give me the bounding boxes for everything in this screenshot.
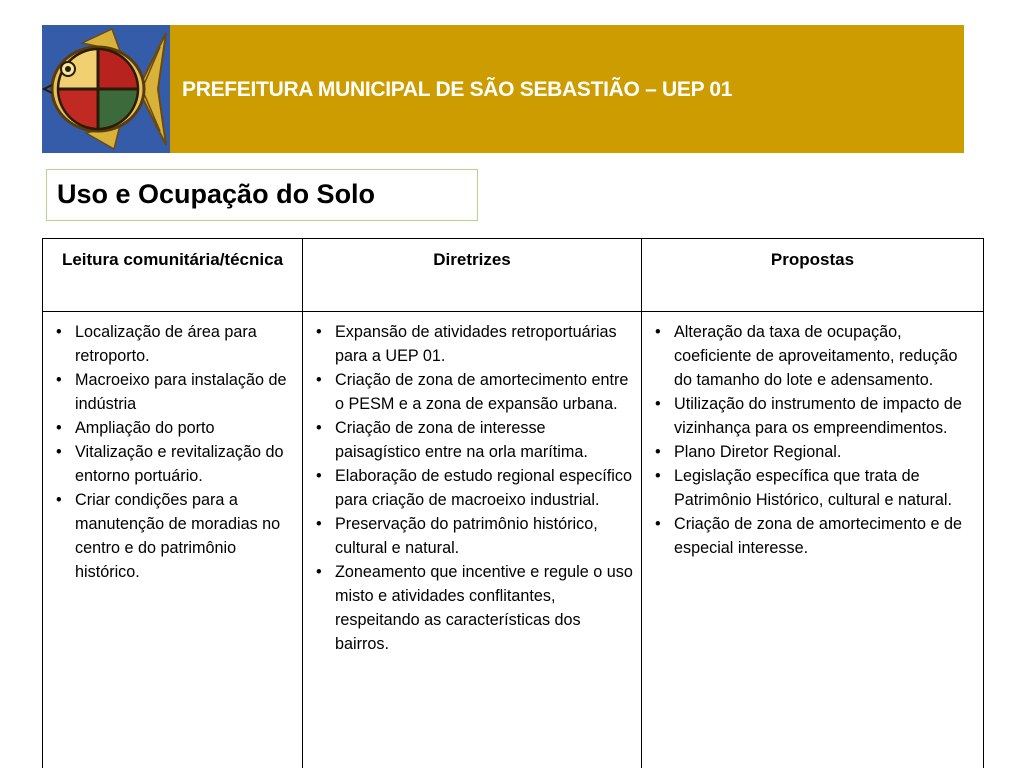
- list-item: • Vitalização e revitalização do entorno portuário.: [51, 440, 294, 488]
- list-item: • Criação de zona de amortecimento e de especial interesse.: [650, 512, 975, 560]
- list-item: • Legislação específica que trata de Patrimônio Histórico, cultural e natural.: [650, 464, 975, 512]
- list-item: • Utilização do instrumento de impacto de vizinhança para os empreendimentos.: [650, 392, 975, 440]
- list-item: • Criação de zona de interesse paisagístico entre na orla marítima.: [311, 416, 633, 464]
- column-header-diretrizes: Diretrizes: [303, 239, 642, 312]
- table-header-row: [43, 239, 984, 312]
- list-item: • Plano Diretor Regional.: [650, 440, 975, 464]
- list-item: • Expansão de atividades retroportuárias para a UEP 01.: [311, 320, 633, 368]
- content-table: [42, 238, 984, 768]
- list-item: • Criar condições para a manutenção de moradias no centro e do patrimônio histórico.: [51, 488, 294, 584]
- fish-logo-icon: [42, 25, 170, 153]
- list-item: • Localização de área para retroporto.: [51, 320, 294, 368]
- list-diretrizes: [311, 320, 633, 656]
- column-header-leitura: Leitura comunitária/técnica: [43, 239, 303, 312]
- section-title: Uso e Ocupação do Solo: [57, 179, 376, 209]
- list-item: • Ampliação do porto: [51, 416, 294, 440]
- list-item: • Preservação do patrimônio histórico, cultural e natural.: [311, 512, 633, 560]
- list-leitura: [51, 320, 294, 584]
- cell-leitura: [43, 312, 303, 768]
- column-header-propostas: Propostas: [642, 239, 984, 312]
- list-item: • Elaboração de estudo regional específico para criação de macroeixo industrial.: [311, 464, 633, 512]
- table-row: [43, 312, 984, 768]
- section-title-box: [46, 169, 478, 221]
- header-title: PREFEITURA MUNICIPAL DE SÃO SEBASTIÃO – UEP 01: [182, 78, 733, 101]
- cell-diretrizes: [303, 312, 642, 768]
- list-item: • Criação de zona de amortecimento entre o PESM e a zona de expansão urbana.: [311, 368, 633, 416]
- list-item: • Macroeixo para instalação de indústria: [51, 368, 294, 416]
- list-item: • Alteração da taxa de ocupação, coeficiente de aproveitamento, redução do tamanho do lote e adensamento.: [650, 320, 975, 392]
- list-item: • Zoneamento que incentive e regule o uso misto e atividades conflitantes, respeitando as características dos bairros.: [311, 560, 633, 656]
- list-propostas: [650, 320, 975, 560]
- cell-propostas: [642, 312, 984, 768]
